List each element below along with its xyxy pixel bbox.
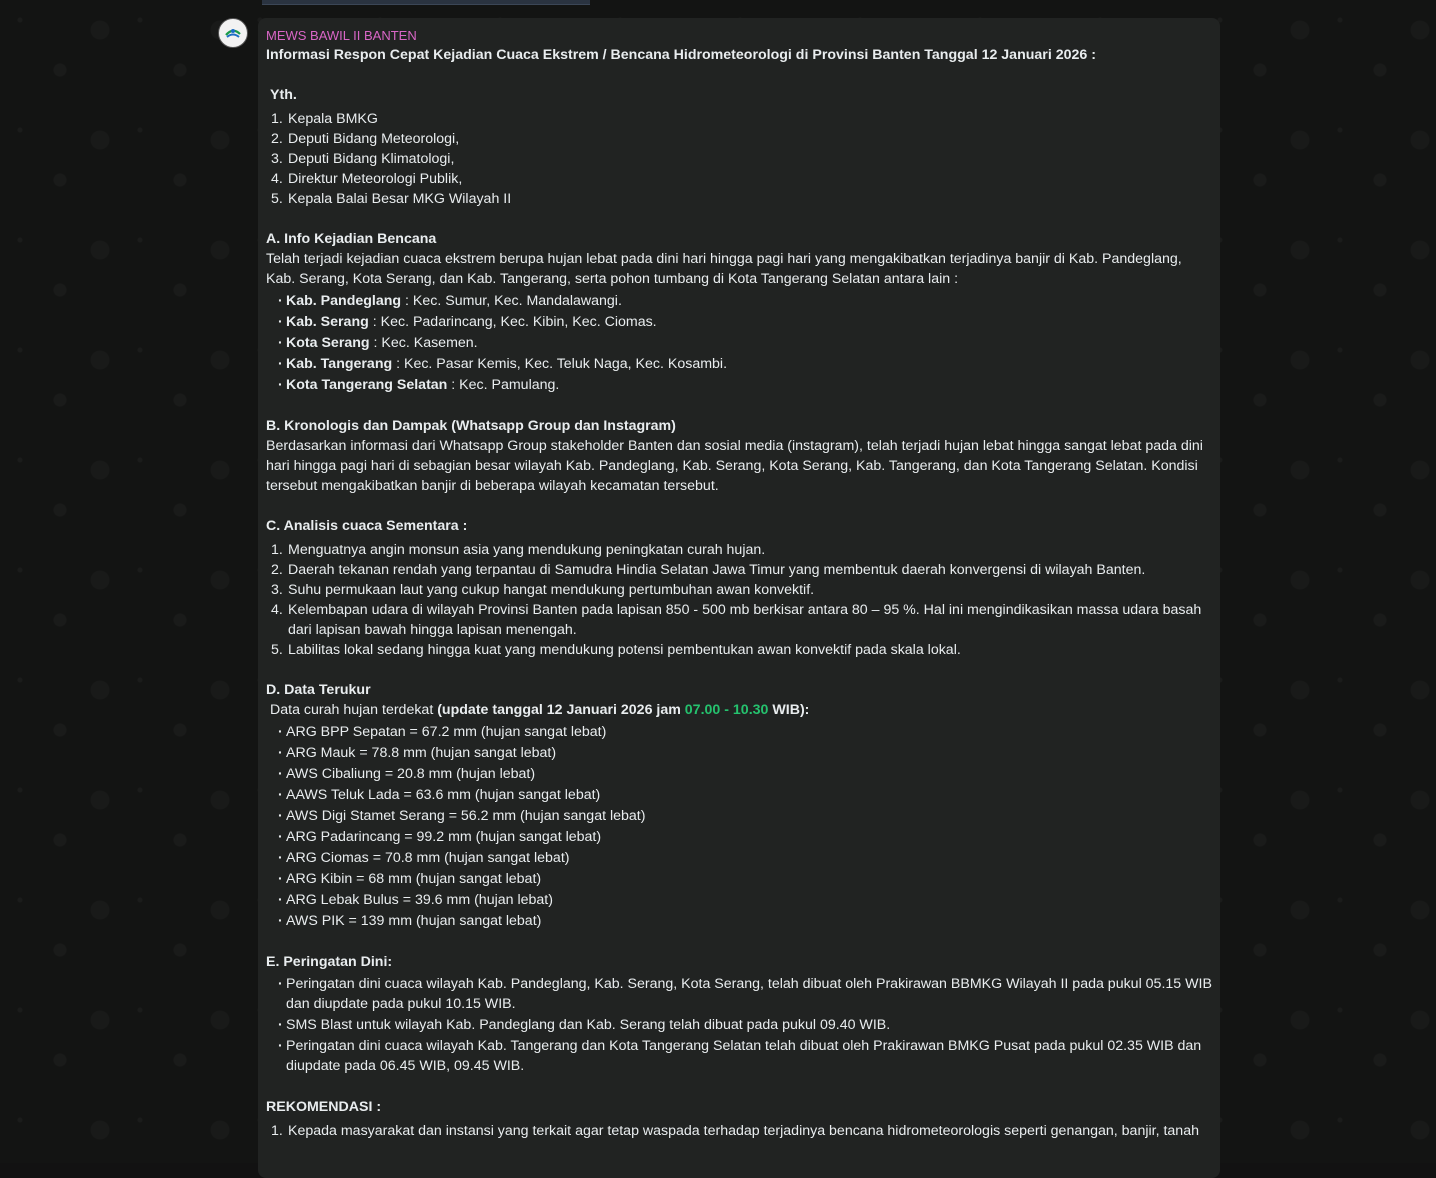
rainfall-item	[266, 764, 1212, 784]
list-number: 3.	[271, 580, 283, 600]
bullet-icon: ·	[278, 890, 283, 910]
bullet-icon: ·	[278, 333, 283, 353]
list-item-text: AAWS Teluk Lada = 63.6 mm (hujan sangat lebat)	[286, 787, 600, 803]
bullet-icon: ·	[278, 1036, 283, 1056]
list-item-text: Peringatan dini cuaca wilayah Kab. Pandeglang, Kab. Serang, Kota Serang, telah dibuat oleh Prakirawan BBMKG Wilayah II pada pukul 05.15 WIB dan diupdate pada pukul 10.15 WIB.	[286, 976, 1212, 1012]
bullet-icon: ·	[278, 806, 283, 826]
bullet-icon: ·	[278, 974, 283, 994]
region-detail: : Kec. Pamulang.	[447, 377, 559, 393]
list-item-text: Daerah tekanan rendah yang terpantau di Samudra Hindia Selatan Jawa Timur yang membentuk daerah konvergensi di wilayah Banten.	[288, 562, 1145, 578]
list-number: 2.	[271, 560, 283, 580]
rainfall-item	[266, 806, 1212, 826]
affected-region-item	[266, 354, 1212, 374]
list-item-text: Deputi Bidang Meteorologi,	[288, 131, 459, 147]
affected-region-item	[266, 312, 1212, 332]
section-d-list	[266, 722, 1212, 931]
recipients-list	[266, 109, 1212, 209]
list-item-text: SMS Blast untuk wilayah Kab. Pandeglang dan Kab. Serang telah dibuat pada pukul 09.40 WIB.	[286, 1017, 890, 1033]
section-c-heading: C. Analisis cuaca Sementara :	[266, 516, 1212, 536]
bullet-icon: ·	[278, 291, 283, 311]
section-a-body: Telah terjadi kejadian cuaca ekstrem berupa hujan lebat pada dini hari hingga pagi hari yang mengakibatkan terjadinya banjir di Kab. Pandeglang, Kab. Serang, Kota Serang, dan Kab. Tangerang, serta pohon tumbang di Kota Tangerang Selatan antara lain :	[266, 249, 1212, 289]
warning-item	[266, 1036, 1212, 1076]
section-e-heading: E. Peringatan Dini:	[266, 952, 1212, 972]
list-item-text: ARG Padarincang = 99.2 mm (hujan sangat lebat)	[286, 829, 601, 845]
list-number: 2.	[271, 129, 283, 149]
affected-region-item	[266, 291, 1212, 311]
bullet-icon: ·	[278, 869, 283, 889]
message-title: Informasi Respon Cepat Kejadian Cuaca Ekstrem / Bencana Hidrometeorologi di Provinsi Banten Tanggal 12 Januari 2026 :	[266, 45, 1212, 65]
rainfall-item	[266, 743, 1212, 763]
bullet-icon: ·	[278, 743, 283, 763]
section-e-list	[266, 974, 1212, 1076]
list-number: 1.	[271, 1121, 283, 1141]
list-item-text: Suhu permukaan laut yang cukup hangat mendukung pertumbuhan awan konvektif.	[288, 582, 814, 598]
section-d-intro-end: WIB):	[768, 702, 809, 718]
section-c-list	[266, 540, 1212, 660]
section-d-intro-plain: Data curah hujan terdekat	[270, 702, 437, 718]
list-item-text: ARG BPP Sepatan = 67.2 mm (hujan sangat lebat)	[286, 724, 606, 740]
yth-label: Yth.	[266, 85, 1212, 105]
list-item-text: Direktur Meteorologi Publik,	[288, 171, 462, 187]
list-item-text: ARG Lebak Bulus = 39.6 mm (hujan lebat)	[286, 892, 553, 908]
bullet-icon: ·	[278, 785, 283, 805]
rainfall-item	[266, 890, 1212, 910]
list-item-text: Kelembapan udara di wilayah Provinsi Banten pada lapisan 850 - 500 mb berkisar antara 80 – 95 %. Hal ini mengindikasikan massa udara basah dari lapisan bawah hingga lapisan menengah.	[288, 602, 1201, 638]
affected-region-item	[266, 333, 1212, 353]
recommendation-item	[266, 1121, 1212, 1141]
region-detail: : Kec. Pasar Kemis, Kec. Teluk Naga, Kec. Kosambi.	[392, 356, 727, 372]
rekomendasi-list	[266, 1121, 1212, 1141]
region-detail: : Kec. Padarincang, Kec. Kibin, Kec. Ciomas.	[369, 314, 657, 330]
analysis-item	[266, 640, 1212, 660]
bullet-icon: ·	[278, 911, 283, 931]
recipient-item	[266, 109, 1212, 129]
region-name: Kab. Serang	[286, 314, 369, 330]
list-item-text: Labilitas lokal sedang hingga kuat yang mendukung potensi pembentukan awan konvektif pada skala lokal.	[288, 642, 961, 658]
rainfall-item	[266, 848, 1212, 868]
analysis-item	[266, 580, 1212, 600]
region-detail: : Kec. Kasemen.	[370, 335, 478, 351]
list-item-text: Kepala Balai Besar MKG Wilayah II	[288, 191, 511, 207]
section-a-list	[266, 291, 1212, 395]
list-item-text: AWS Cibaliung = 20.8 mm (hujan lebat)	[286, 766, 535, 782]
region-detail: : Kec. Sumur, Kec. Mandalawangi.	[401, 293, 622, 309]
rekomendasi-heading: REKOMENDASI :	[266, 1097, 1212, 1117]
analysis-item	[266, 540, 1212, 560]
recipient-item	[266, 149, 1212, 169]
rainfall-item	[266, 722, 1212, 742]
list-number: 1.	[271, 109, 283, 129]
region-name: Kab. Tangerang	[286, 356, 392, 372]
analysis-item	[266, 600, 1212, 640]
list-item-text: AWS PIK = 139 mm (hujan sangat lebat)	[286, 913, 541, 929]
message-bubble[interactable]	[258, 18, 1220, 1178]
bullet-icon: ·	[278, 354, 283, 374]
affected-region-item	[266, 375, 1212, 395]
bullet-icon: ·	[278, 312, 283, 332]
section-d-intro-bold: (update tanggal 12 Januari 2026 jam	[437, 702, 685, 718]
bullet-icon: ·	[278, 722, 283, 742]
bullet-icon: ·	[278, 1015, 283, 1035]
list-number: 4.	[271, 600, 283, 620]
section-d-intro-time: 07.00 - 10.30	[685, 702, 769, 718]
list-item-text: ARG Mauk = 78.8 mm (hujan sangat lebat)	[286, 745, 556, 761]
list-number: 5.	[271, 189, 283, 209]
list-item-text: Kepala BMKG	[288, 111, 378, 127]
previous-media-preview[interactable]	[262, 0, 590, 5]
sender-avatar[interactable]	[218, 18, 248, 48]
rainfall-item	[266, 911, 1212, 931]
recipient-item	[266, 169, 1212, 189]
list-item-text: ARG Ciomas = 70.8 mm (hujan sangat lebat)	[286, 850, 570, 866]
list-item-text: Kepada masyarakat dan instansi yang terkait agar tetap waspada terhadap terjadinya bencana hidrometeorologis seperti genangan, banjir, tanah	[288, 1123, 1199, 1139]
section-d-heading: D. Data Terukur	[266, 680, 1212, 700]
list-number: 4.	[271, 169, 283, 189]
section-a-heading: A. Info Kejadian Bencana	[266, 229, 1212, 249]
region-name: Kota Serang	[286, 335, 370, 351]
list-item-text: Menguatnya angin monsun asia yang mendukung peningkatan curah hujan.	[288, 542, 765, 558]
bmkg-logo-icon	[223, 23, 243, 43]
list-number: 5.	[271, 640, 283, 660]
section-b-heading: B. Kronologis dan Dampak (Whatsapp Group dan Instagram)	[266, 416, 1212, 436]
bullet-icon: ·	[278, 375, 283, 395]
region-name: Kab. Pandeglang	[286, 293, 401, 309]
list-item-text: Deputi Bidang Klimatologi,	[288, 151, 454, 167]
analysis-item	[266, 560, 1212, 580]
list-number: 3.	[271, 149, 283, 169]
list-item-text: Peringatan dini cuaca wilayah Kab. Tangerang dan Kota Tangerang Selatan telah dibuat oleh Prakirawan BMKG Pusat pada pukul 02.35 WIB dan diupdate pada 06.45 WIB, 09.45 WIB.	[286, 1038, 1201, 1074]
warning-item	[266, 974, 1212, 1014]
recipient-item	[266, 189, 1212, 209]
section-b-body: Berdasarkan informasi dari Whatsapp Group stakeholder Banten dan sosial media (instagram), telah terjadi hujan lebat hingga sangat lebat pada dini hari hingga pagi hari di sebagian besar wilayah Kab. Pandeglang, Kab. Serang, Kota Serang, Kab. Tangerang, dan Kota Tangerang Selatan. Kondisi tersebut mengakibatkan banjir di beberapa wilayah kecamatan tersebut.	[266, 436, 1212, 496]
rainfall-item	[266, 785, 1212, 805]
section-d-intro	[266, 700, 1212, 720]
bullet-icon: ·	[278, 764, 283, 784]
region-name: Kota Tangerang Selatan	[286, 377, 447, 393]
list-number: 1.	[271, 540, 283, 560]
rainfall-item	[266, 869, 1212, 889]
bullet-icon: ·	[278, 848, 283, 868]
recipient-item	[266, 129, 1212, 149]
list-item-text: AWS Digi Stamet Serang = 56.2 mm (hujan sangat lebat)	[286, 808, 645, 824]
rainfall-item	[266, 827, 1212, 847]
sender-name[interactable]: MEWS BAWIL II BANTEN	[266, 27, 1212, 45]
bullet-icon: ·	[278, 827, 283, 847]
list-item-text: ARG Kibin = 68 mm (hujan sangat lebat)	[286, 871, 541, 887]
warning-item	[266, 1015, 1212, 1035]
